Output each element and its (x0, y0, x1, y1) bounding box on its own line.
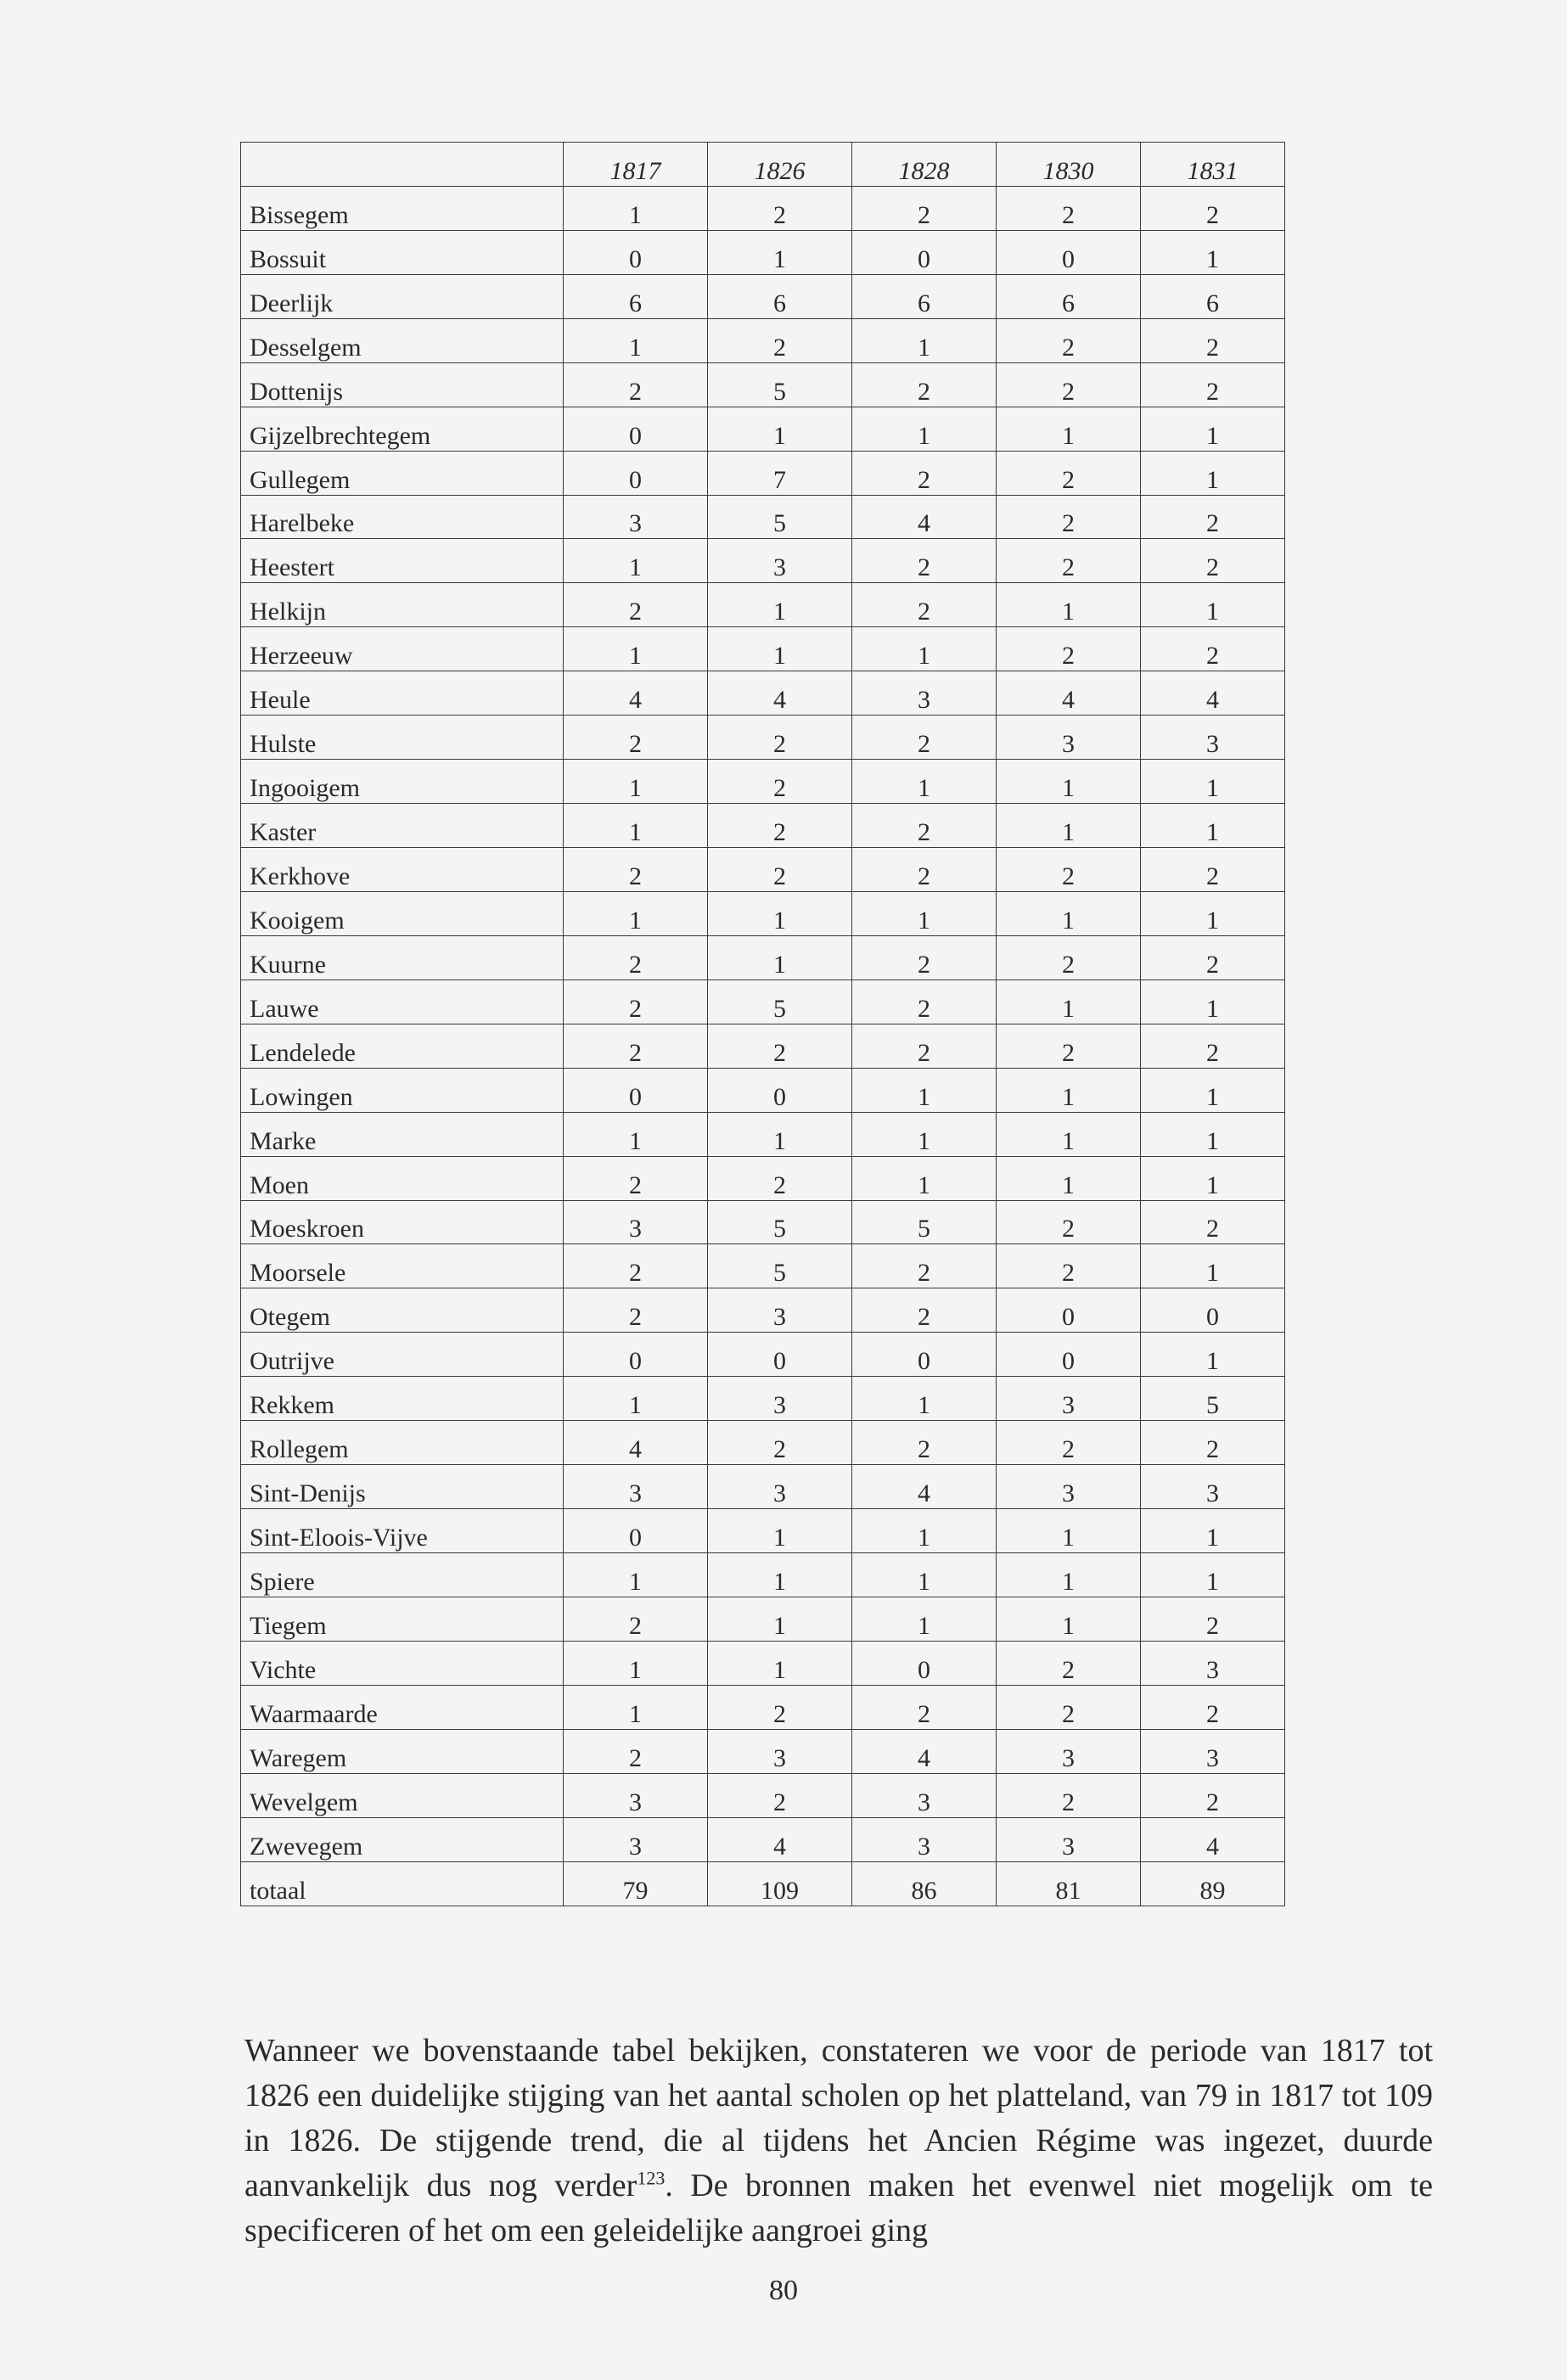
row-municipality: Kaster (241, 804, 564, 848)
row-municipality: Ingooigem (241, 760, 564, 804)
row-value: 2 (564, 1729, 708, 1773)
table-row (241, 935, 1285, 980)
row-municipality: Wevelgem (241, 1773, 564, 1817)
row-municipality: Moen (241, 1156, 564, 1200)
row-value: 1 (852, 1509, 997, 1553)
row-value: 1 (997, 1156, 1141, 1200)
row-municipality: Bossuit (241, 230, 564, 274)
row-value: 1 (997, 1509, 1141, 1553)
row-value: 2 (1141, 186, 1285, 230)
row-value: 4 (564, 1421, 708, 1465)
row-value: 1 (852, 1553, 997, 1597)
row-value: 1 (564, 891, 708, 935)
row-value: 2 (852, 583, 997, 627)
row-value: 1 (564, 1377, 708, 1421)
row-value: 1 (1141, 891, 1285, 935)
table-row (241, 1333, 1285, 1377)
row-value: 5 (852, 1200, 997, 1244)
table-row (241, 1156, 1285, 1200)
table-row (241, 1112, 1285, 1156)
row-value: 2 (852, 1288, 997, 1333)
row-municipality: Hulste (241, 716, 564, 760)
row-value: 3 (852, 1773, 997, 1817)
row-value: 1 (708, 891, 852, 935)
row-municipality: Gullegem (241, 451, 564, 495)
row-value: 1 (564, 539, 708, 583)
table-row (241, 1421, 1285, 1465)
row-value: 5 (708, 1244, 852, 1288)
row-value: 3 (564, 1773, 708, 1817)
row-value: 6 (708, 274, 852, 318)
body-paragraph (244, 2029, 1433, 2254)
row-value: 5 (708, 980, 852, 1024)
row-value: 1 (708, 1597, 852, 1641)
row-value: 79 (564, 1861, 708, 1906)
row-value: 2 (564, 716, 708, 760)
row-value: 0 (708, 1068, 852, 1112)
row-value: 1 (1141, 1068, 1285, 1112)
table-row (241, 1553, 1285, 1597)
row-value: 2 (997, 186, 1141, 230)
row-value: 2 (1141, 318, 1285, 362)
row-value: 2 (708, 1685, 852, 1729)
table-row (241, 1024, 1285, 1068)
table-row (241, 274, 1285, 318)
row-value: 2 (997, 848, 1141, 892)
row-municipality: Bissegem (241, 186, 564, 230)
row-value: 3 (564, 1817, 708, 1861)
row-value: 1 (997, 1553, 1141, 1597)
table-body (241, 186, 1285, 1906)
row-value: 2 (1141, 1200, 1285, 1244)
row-value: 0 (564, 407, 708, 451)
header-year: 1817 (564, 143, 708, 187)
row-value: 7 (708, 451, 852, 495)
row-value: 1 (997, 891, 1141, 935)
row-municipality: Desselgem (241, 318, 564, 362)
row-municipality: Rollegem (241, 1421, 564, 1465)
table-header-row (241, 143, 1285, 187)
row-municipality: Waarmaarde (241, 1685, 564, 1729)
row-value: 3 (708, 1465, 852, 1509)
row-value: 2 (708, 1421, 852, 1465)
row-value: 2 (852, 1244, 997, 1288)
row-value: 6 (1141, 274, 1285, 318)
row-value: 1 (997, 804, 1141, 848)
table-row (241, 1817, 1285, 1861)
row-municipality: Herzeeuw (241, 627, 564, 671)
row-municipality: Zwevegem (241, 1817, 564, 1861)
row-value: 3 (852, 671, 997, 716)
table-row (241, 716, 1285, 760)
row-value: 89 (1141, 1861, 1285, 1906)
row-municipality: Kooigem (241, 891, 564, 935)
row-municipality: Helkijn (241, 583, 564, 627)
row-value: 5 (708, 1200, 852, 1244)
row-value: 3 (1141, 1641, 1285, 1685)
row-value: 2 (997, 1200, 1141, 1244)
row-municipality: Rekkem (241, 1377, 564, 1421)
row-municipality: Moeskroen (241, 1200, 564, 1244)
row-value: 1 (708, 1553, 852, 1597)
table-row (241, 1068, 1285, 1112)
row-value: 2 (1141, 627, 1285, 671)
row-value: 1 (997, 583, 1141, 627)
row-value: 2 (997, 1641, 1141, 1685)
row-value: 0 (708, 1333, 852, 1377)
row-value: 2 (1141, 1421, 1285, 1465)
table-row (241, 495, 1285, 539)
row-value: 2 (708, 716, 852, 760)
row-value: 2 (997, 362, 1141, 407)
table-row (241, 671, 1285, 716)
row-value: 3 (564, 1465, 708, 1509)
row-municipality: Kerkhove (241, 848, 564, 892)
row-value: 109 (708, 1861, 852, 1906)
row-value: 2 (1141, 1597, 1285, 1641)
row-value: 0 (852, 1333, 997, 1377)
row-value: 1 (708, 935, 852, 980)
table-row (241, 1597, 1285, 1641)
row-value: 1 (1141, 451, 1285, 495)
row-value: 2 (564, 935, 708, 980)
row-value: 3 (997, 1729, 1141, 1773)
row-value: 3 (997, 1377, 1141, 1421)
table-row (241, 1641, 1285, 1685)
row-value: 2 (564, 1156, 708, 1200)
header-year: 1831 (1141, 143, 1285, 187)
row-value: 1 (564, 1685, 708, 1729)
row-value: 2 (997, 1773, 1141, 1817)
row-value: 2 (564, 362, 708, 407)
row-value: 4 (708, 671, 852, 716)
row-value: 0 (852, 1641, 997, 1685)
table-row (241, 627, 1285, 671)
row-value: 3 (708, 1377, 852, 1421)
row-municipality: Outrijve (241, 1333, 564, 1377)
row-value: 2 (1141, 935, 1285, 980)
row-value: 1 (564, 627, 708, 671)
table-row (241, 1244, 1285, 1288)
row-value: 1 (564, 186, 708, 230)
row-value: 0 (564, 451, 708, 495)
row-value: 1 (1141, 1112, 1285, 1156)
row-municipality: Heule (241, 671, 564, 716)
row-value: 2 (564, 980, 708, 1024)
row-value: 1 (852, 627, 997, 671)
row-value: 2 (708, 804, 852, 848)
table-row (241, 539, 1285, 583)
row-value: 0 (564, 1509, 708, 1553)
table-row (241, 1377, 1285, 1421)
row-value: 2 (852, 935, 997, 980)
row-value: 2 (1141, 495, 1285, 539)
row-value: 6 (997, 274, 1141, 318)
header-municipality (241, 143, 564, 187)
row-value: 5 (708, 362, 852, 407)
row-value: 3 (564, 1200, 708, 1244)
row-value: 1 (564, 760, 708, 804)
row-value: 1 (1141, 760, 1285, 804)
row-value: 3 (997, 716, 1141, 760)
row-value: 1 (1141, 583, 1285, 627)
paragraph-text-continued: . De bronnen maken het evenwel niet mogelijk om te specificeren of het om een geleidelijke aangroei ging (244, 2168, 1434, 2248)
row-value: 2 (708, 1156, 852, 1200)
row-value: 2 (852, 980, 997, 1024)
row-value: 0 (564, 1068, 708, 1112)
table-row (241, 1465, 1285, 1509)
row-value: 2 (708, 1024, 852, 1068)
table-row (241, 318, 1285, 362)
row-value: 1 (1141, 1244, 1285, 1288)
row-value: 1 (1141, 1333, 1285, 1377)
row-value: 2 (852, 848, 997, 892)
row-value: 5 (708, 495, 852, 539)
row-value: 0 (564, 1333, 708, 1377)
row-municipality: Vichte (241, 1641, 564, 1685)
table-row (241, 1729, 1285, 1773)
table-row (241, 230, 1285, 274)
row-value: 1 (564, 804, 708, 848)
row-value: 2 (997, 451, 1141, 495)
row-value: 2 (852, 362, 997, 407)
row-municipality: Spiere (241, 1553, 564, 1597)
row-value: 0 (997, 1288, 1141, 1333)
header-year: 1828 (852, 143, 997, 187)
row-value: 5 (1141, 1377, 1285, 1421)
row-value: 3 (852, 1817, 997, 1861)
row-value: 0 (1141, 1288, 1285, 1333)
row-value: 2 (564, 1597, 708, 1641)
row-value: 0 (852, 230, 997, 274)
row-value: 4 (1141, 1817, 1285, 1861)
header-year: 1830 (997, 143, 1141, 187)
row-value: 1 (997, 407, 1141, 451)
table-row (241, 362, 1285, 407)
row-value: 3 (708, 1288, 852, 1333)
row-municipality: Harelbeke (241, 495, 564, 539)
row-value: 1 (1141, 804, 1285, 848)
row-value: 2 (852, 1024, 997, 1068)
footnote-ref: 123 (637, 2167, 666, 2189)
row-value: 2 (564, 583, 708, 627)
row-value: 2 (997, 935, 1141, 980)
row-value: 2 (564, 1244, 708, 1288)
row-municipality: Gijzelbrechtegem (241, 407, 564, 451)
row-value: 1 (708, 627, 852, 671)
row-value: 3 (997, 1817, 1141, 1861)
row-value: 2 (852, 186, 997, 230)
row-municipality: Deerlijk (241, 274, 564, 318)
table-row (241, 1288, 1285, 1333)
row-municipality: Marke (241, 1112, 564, 1156)
row-value: 86 (852, 1861, 997, 1906)
row-municipality: Otegem (241, 1288, 564, 1333)
row-value: 2 (1141, 1773, 1285, 1817)
row-value: 2 (852, 451, 997, 495)
table-row (241, 891, 1285, 935)
row-value: 2 (1141, 1685, 1285, 1729)
row-value: 1 (708, 1112, 852, 1156)
row-municipality: Lowingen (241, 1068, 564, 1112)
row-value: 4 (1141, 671, 1285, 716)
row-value: 1 (852, 1377, 997, 1421)
table-row (241, 451, 1285, 495)
row-value: 81 (997, 1861, 1141, 1906)
row-value: 1 (852, 1068, 997, 1112)
row-value: 2 (852, 804, 997, 848)
table-row (241, 1685, 1285, 1729)
row-value: 2 (997, 1685, 1141, 1729)
row-value: 2 (1141, 848, 1285, 892)
row-value: 1 (997, 1068, 1141, 1112)
row-value: 2 (852, 539, 997, 583)
row-value: 1 (1141, 980, 1285, 1024)
row-value: 2 (997, 495, 1141, 539)
table-row (241, 583, 1285, 627)
row-value: 2 (708, 318, 852, 362)
row-value: 3 (564, 495, 708, 539)
row-value: 3 (708, 539, 852, 583)
row-value: 1 (852, 760, 997, 804)
row-value: 2 (708, 848, 852, 892)
row-value: 1 (852, 1112, 997, 1156)
row-municipality: Heestert (241, 539, 564, 583)
row-value: 1 (708, 230, 852, 274)
row-value: 1 (564, 318, 708, 362)
table-row (241, 1773, 1285, 1817)
row-value: 1 (708, 407, 852, 451)
row-value: 0 (997, 1333, 1141, 1377)
table-row (241, 186, 1285, 230)
schools-table (240, 142, 1285, 1906)
page-number: 80 (769, 2275, 798, 2306)
row-value: 2 (1141, 362, 1285, 407)
row-municipality: Tiegem (241, 1597, 564, 1641)
row-value: 0 (564, 230, 708, 274)
row-value: 1 (1141, 230, 1285, 274)
row-value: 2 (708, 186, 852, 230)
row-value: 3 (1141, 1465, 1285, 1509)
row-value: 2 (997, 318, 1141, 362)
row-value: 1 (852, 891, 997, 935)
row-value: 1 (564, 1112, 708, 1156)
row-municipality: Moorsele (241, 1244, 564, 1288)
row-value: 1 (997, 760, 1141, 804)
row-value: 1 (1141, 1156, 1285, 1200)
row-value: 1 (564, 1641, 708, 1685)
table-row (241, 1509, 1285, 1553)
row-value: 2 (997, 539, 1141, 583)
row-value: 2 (997, 1421, 1141, 1465)
row-municipality: Waregem (241, 1729, 564, 1773)
header-year: 1826 (708, 143, 852, 187)
row-value: 2 (997, 627, 1141, 671)
row-municipality: Dottenijs (241, 362, 564, 407)
row-value: 2 (997, 1244, 1141, 1288)
row-value: 1 (1141, 407, 1285, 451)
table-row (241, 848, 1285, 892)
row-value: 2 (1141, 539, 1285, 583)
row-value: 2 (1141, 1024, 1285, 1068)
row-value: 6 (852, 274, 997, 318)
row-value: 3 (708, 1729, 852, 1773)
row-value: 2 (708, 760, 852, 804)
row-value: 4 (708, 1817, 852, 1861)
row-value: 4 (852, 1465, 997, 1509)
row-value: 1 (708, 1509, 852, 1553)
row-value: 2 (852, 1685, 997, 1729)
row-value: 4 (852, 495, 997, 539)
row-value: 2 (997, 1024, 1141, 1068)
row-value: 3 (1141, 1729, 1285, 1773)
row-value: 1 (997, 1597, 1141, 1641)
row-municipality: Kuurne (241, 935, 564, 980)
row-value: 2 (852, 1421, 997, 1465)
row-value: 1 (564, 1553, 708, 1597)
row-value: 4 (852, 1729, 997, 1773)
table-row (241, 804, 1285, 848)
row-value: 1 (852, 407, 997, 451)
row-value: 0 (997, 230, 1141, 274)
row-value: 1 (1141, 1553, 1285, 1597)
row-value: 1 (997, 1112, 1141, 1156)
row-value: 1 (997, 980, 1141, 1024)
paragraph-text: Wanneer we bovenstaande tabel bekijken, constateren we voor de periode van 1817 tot 1826 een duidelijke stijging van het aantal scholen op het platteland, van 79 in 1817 tot 109 in 1826. De stijgende trend, die al tijdens het Ancien Régime was ingezet, duurde aanvankelijk dus nog verder (244, 2033, 1433, 2203)
row-value: 1 (852, 318, 997, 362)
row-municipality: Sint-Eloois-Vijve (241, 1509, 564, 1553)
row-value: 2 (564, 1288, 708, 1333)
row-value: 3 (1141, 716, 1285, 760)
row-value: 1 (708, 1641, 852, 1685)
row-value: 2 (708, 1773, 852, 1817)
row-value: 1 (708, 583, 852, 627)
row-municipality: totaal (241, 1861, 564, 1906)
table-row (241, 980, 1285, 1024)
table-row (241, 1200, 1285, 1244)
row-value: 4 (997, 671, 1141, 716)
row-value: 1 (852, 1597, 997, 1641)
row-value: 1 (1141, 1509, 1285, 1553)
table-row (241, 1861, 1285, 1906)
row-municipality: Lauwe (241, 980, 564, 1024)
row-value: 2 (852, 716, 997, 760)
row-municipality: Lendelede (241, 1024, 564, 1068)
table-row (241, 407, 1285, 451)
row-value: 4 (564, 671, 708, 716)
row-value: 6 (564, 274, 708, 318)
table-row (241, 760, 1285, 804)
row-value: 2 (564, 848, 708, 892)
row-value: 2 (564, 1024, 708, 1068)
row-value: 3 (997, 1465, 1141, 1509)
row-municipality: Sint-Denijs (241, 1465, 564, 1509)
row-value: 1 (852, 1156, 997, 1200)
